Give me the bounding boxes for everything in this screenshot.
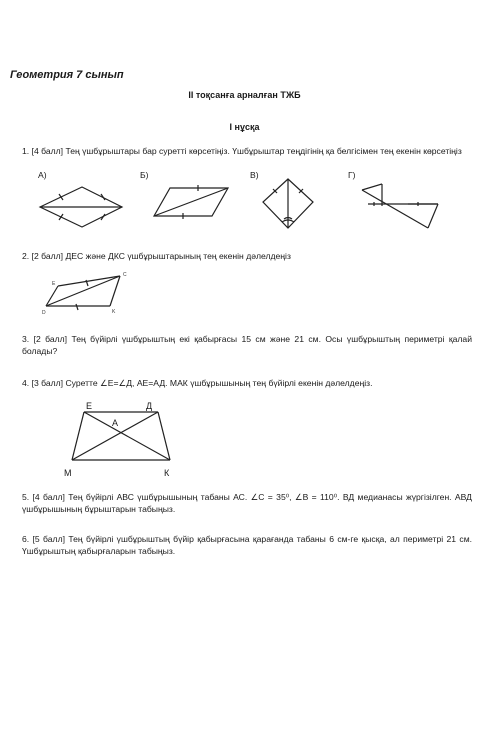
fig4-label-k: К <box>164 468 170 478</box>
option-a-label: А) <box>38 170 47 180</box>
fig4-label-m: М <box>64 468 72 478</box>
variant-title: І нұсқа <box>229 122 260 132</box>
option-v-label: В) <box>250 170 259 180</box>
fig4-label-d: Д <box>146 401 153 411</box>
fig4-label-e: Е <box>86 401 93 411</box>
task-3-text: Тең бүйірлі үшбұрыштың екі қабырғасы 15 см және 21 см. Осы үшбұрыштың периметрі қалай болады? <box>22 334 473 356</box>
task-3-number: 3. <box>22 334 30 344</box>
task-2-number: 2. <box>22 251 30 261</box>
fig2-label-e: E <box>52 281 56 287</box>
fig4-label-a: А <box>112 418 119 428</box>
task-4-text: Суретте ∠Е=∠Д, АЕ=АД. МАК үшбұрышының тең бүйірлі екенін дәлелдеңіз. <box>65 378 373 388</box>
task-2-points: [2 балл] <box>31 251 64 261</box>
assessment-title: ІІ тоқсанға арналған ТЖБ <box>188 90 301 100</box>
task-1 <box>22 146 472 158</box>
task-4-number: 4. <box>22 378 30 388</box>
figure-task-2 <box>40 268 136 318</box>
task-5 <box>22 492 472 515</box>
task-6-points: [5 балл] <box>32 534 65 544</box>
task-5-text: Тең бүйірлі АВС үшбұрышының табаны АС. ∠С = 35⁰, ∠В = 110⁰. ВД медианасы жүргізілген. АВД үшбұрышының бұрыштарын табыңыз. <box>22 492 473 514</box>
task-6-text: Тең бүйірлі үшбұрыштың бүйір қабырғасына қарағанда табаны 6 см-ге қысқа, ал периметрі 21 см. Үшбұрыштың қабырғаларын табыңыз. <box>22 534 473 556</box>
task-1-number: 1. <box>22 146 30 156</box>
task-3-points: [2 балл] <box>33 334 68 344</box>
task-6-number: 6. <box>22 534 30 544</box>
task-6 <box>22 534 472 557</box>
option-g-label: Г) <box>348 170 356 180</box>
subject-title: Геометрия 7 сынып <box>10 69 124 81</box>
figure-c <box>258 176 318 232</box>
task-2 <box>22 251 472 263</box>
figure-d <box>352 176 444 232</box>
fig2-label-k: K <box>112 309 116 315</box>
option-b-label: Б) <box>140 170 149 180</box>
figure-task-4 <box>58 400 188 482</box>
task-1-points: [4 балл] <box>31 146 64 156</box>
task-2-text: ДЕС және ДКС үшбұрыштарының тең екенін дәлелдеңіз <box>65 251 291 261</box>
fig2-label-c: C <box>123 272 127 278</box>
figure-b <box>148 182 234 222</box>
fig2-label-d: D <box>42 310 46 316</box>
task-4-points: [3 балл] <box>31 378 64 388</box>
task-3 <box>22 334 472 357</box>
task-5-points: [4 балл] <box>32 492 65 502</box>
task-1-text: Тең үшбұрыштары бар суретті көрсетіңіз. Үшбұрыштар теңдігінің қа белгісімен тең екенін көрсетіңіз <box>65 146 462 156</box>
task-4 <box>22 378 472 390</box>
figure-a <box>36 182 126 232</box>
task-5-number: 5. <box>22 492 30 502</box>
